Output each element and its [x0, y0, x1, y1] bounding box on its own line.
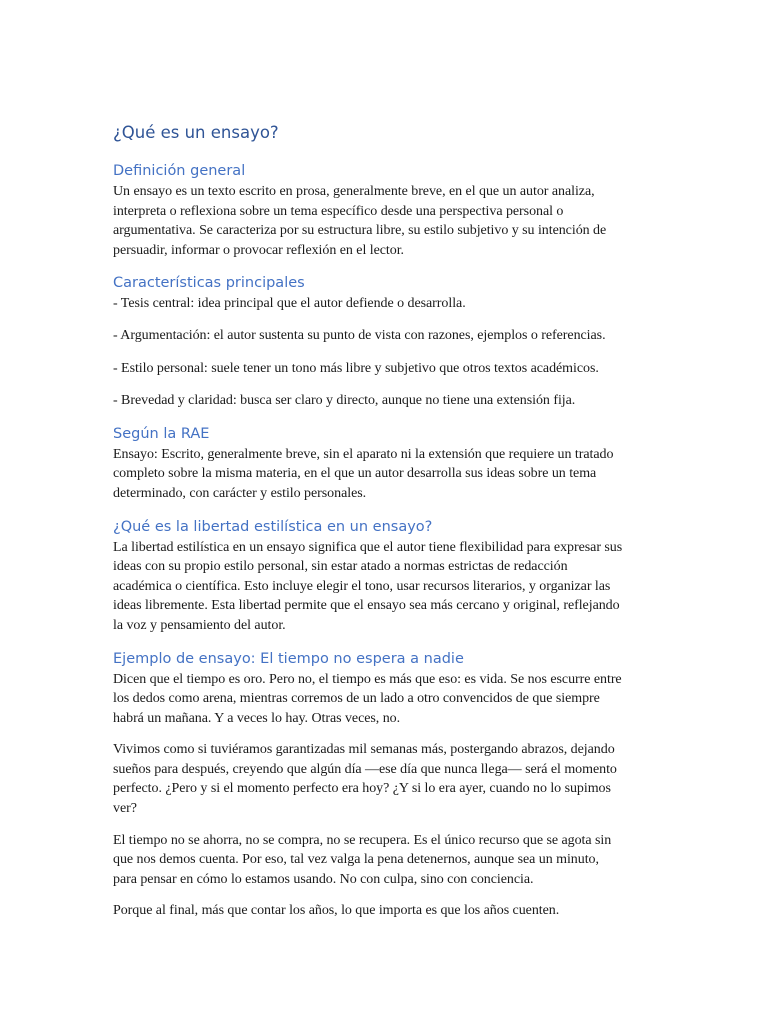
paragraph-ejemplo-4: Porque al final, más que contar los años, lo que importa es que los años cuenten.	[113, 903, 560, 919]
paragraph-ejemplo-3: El tiempo no se ahorra, no se compra, no se recupera. Es el único recurso que se agota sin que nos demos cuenta. Por eso, tal vez valga la pena detenernos, aunque sea un minuto, para pensar en cómo lo estamos usando. No con culpa, sino con conciencia.	[113, 832, 612, 887]
list-item: - Argumentación: el autor sustenta su punto de vista con razones, ejemplos o referencias.	[113, 328, 606, 344]
paragraph-libertad: La libertad estilística en un ensayo significa que el autor tiene flexibilidad para expresar sus ideas con su propio estilo personal, sin estar atado a normas estrictas de redacción académica o científica. Esto incluye elegir el tono, usar recursos literarios, y organizar las ideas libremente. Esta libertad permite que el ensayo sea más cercano y original, reflejando la voz y pensamiento del autor.	[113, 539, 623, 633]
section-caracteristicas	[113, 272, 658, 410]
section-definicion	[113, 160, 658, 260]
list-item: - Estilo personal: suele tener un tono más libre y subjetivo que otros textos académicos.	[113, 360, 599, 376]
document-title: ¿Qué es un ensayo?	[113, 123, 279, 142]
heading-caracteristicas: Características principales	[113, 275, 305, 292]
document-page	[113, 120, 658, 933]
section-libertad	[113, 516, 658, 636]
heading-definicion: Definición general	[113, 163, 246, 179]
section-rae	[113, 423, 658, 504]
heading-rae: Según la RAE	[113, 425, 210, 442]
heading-libertad: ¿Qué es la libertad estilística en un ensayo?	[113, 518, 433, 535]
list-item: - Tesis central: idea principal que el autor defiende o desarrolla.	[113, 296, 466, 312]
paragraph-definicion: Un ensayo es un texto escrito en prosa, generalmente breve, en el que un autor analiza, interpreta o reflexiona sobre un tema específico desde una perspectiva personal o argumentativa. Se caracteriza por su estructura libre, su estilo subjetivo y su intención de persuadir, informar o provocar reflexión en el lector.	[113, 184, 607, 258]
list-item: - Brevedad y claridad: busca ser claro y directo, aunque no tiene una extensión fija.	[113, 392, 576, 408]
heading-ejemplo: Ejemplo de ensayo: El tiempo no espera a nadie	[113, 650, 464, 667]
paragraph-rae: Ensayo: Escrito, generalmente breve, sin el aparato ni la extensión que requiere un tratado completo sobre la misma materia, en el que un autor desarrolla sus ideas sobre un tema determinado, con carácter y estilo personales.	[113, 446, 614, 501]
paragraph-ejemplo-1: Dicen que el tiempo es oro. Pero no, el tiempo es más que eso: es vida. Se nos escurre entre los dedos como arena, mientras corremos de un lado a otro convencidos de que siempre habrá un mañana. Y a veces lo hay. Otras veces, no.	[113, 671, 622, 726]
paragraph-ejemplo-2: Vivimos como si tuviéramos garantizadas mil semanas más, postergando abrazos, dejando sueños para después, creyendo que algún día —ese día que nunca llega— será el momento perfecto. ¿Pero y si el momento perfecto era hoy? ¿Y si lo era ayer, cuando no lo supimos ver?	[113, 742, 617, 817]
section-ejemplo	[113, 648, 658, 922]
